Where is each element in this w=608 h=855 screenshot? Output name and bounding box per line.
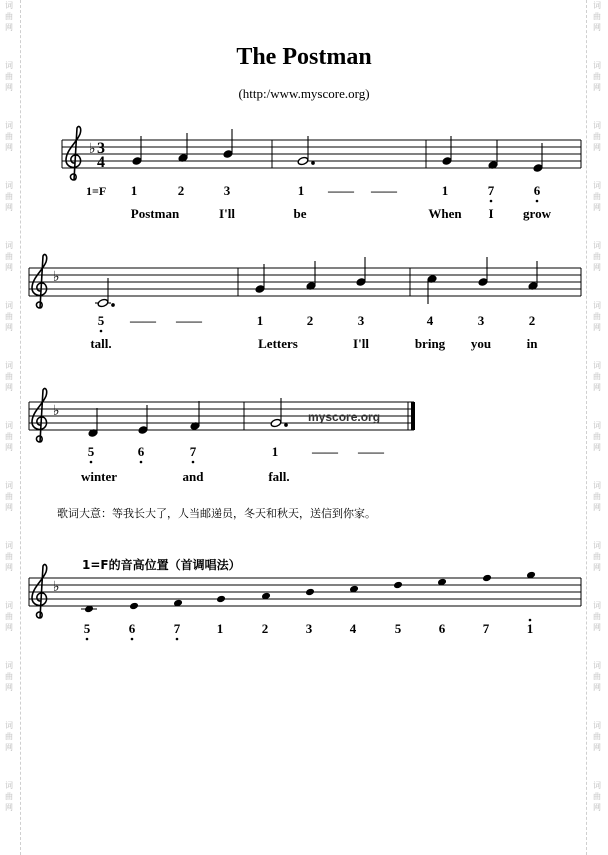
jianpu-note: 2 — [177, 183, 185, 198]
watermark-glyph-group: 词 曲 网 — [593, 601, 601, 632]
watermark-glyph-group: 词 曲 网 — [5, 241, 13, 272]
watermark-glyph-group: 词 曲 网 — [5, 1, 13, 32]
lyric-word: I'll — [219, 206, 235, 221]
jianpu-note: 2 — [306, 313, 314, 328]
watermark-glyph-group: 词 曲 网 — [5, 301, 13, 332]
treble-clef-icon — [32, 388, 47, 442]
watermark-glyph-group: 词 曲 网 — [5, 541, 13, 572]
octave-dot-below — [131, 638, 134, 641]
jianpu-note: 7 — [487, 183, 495, 198]
watermark-glyph-group: 词 曲 网 — [593, 781, 601, 812]
watermark-glyph-group: 词 曲 网 — [593, 241, 601, 272]
jianpu-note: 7 — [189, 444, 197, 459]
lyric-word: grow — [523, 206, 551, 221]
lyrics-row-3 — [81, 469, 290, 484]
jianpu-note: 3 — [223, 183, 231, 198]
jianpu-note: 1 — [256, 313, 264, 328]
jianpu-note: 1 — [130, 183, 138, 198]
sustain-dash: —— — [358, 444, 384, 459]
jianpu-note: 3 — [477, 313, 485, 328]
sustain-dash: —— — [176, 313, 202, 328]
jianpu-note: 7 — [173, 621, 181, 636]
range-heading: 1=F的音高位置（首调唱法） — [82, 558, 241, 572]
jianpu-note: 6 — [128, 621, 136, 636]
watermark-glyph-group: 词 曲 网 — [5, 421, 13, 452]
watermark-glyph-group: 词 曲 网 — [593, 661, 601, 692]
octave-dot-below — [140, 461, 143, 464]
lyric-word: bring — [414, 336, 446, 351]
watermark-glyph-group: 词 曲 网 — [593, 181, 601, 212]
jianpu-note: 1 — [297, 183, 305, 198]
staff-system-1 — [62, 126, 581, 198]
jianpu-note: 2 — [261, 621, 269, 636]
numbered-notation-row-2 — [98, 313, 536, 332]
watermark-glyph-group: 词 曲 网 — [5, 661, 13, 692]
watermark-glyph-group: 词 曲 网 — [593, 721, 601, 752]
octave-dot-below — [176, 638, 179, 641]
watermark-glyph-group: 词 曲 网 — [593, 121, 601, 152]
octave-dot-below — [536, 200, 539, 203]
octave-dot-below — [490, 200, 493, 203]
jianpu-note: 2 — [528, 313, 536, 328]
watermark-glyph-group: 词 曲 网 — [593, 481, 601, 512]
jianpu-note: 5 — [87, 444, 95, 459]
octave-dot-below — [90, 461, 93, 464]
lyric-word: winter — [80, 469, 118, 484]
jianpu-note: 5 — [394, 621, 402, 636]
lyric-word: I'll — [353, 336, 369, 351]
lyric-word: be — [293, 206, 307, 221]
lyric-word: When — [428, 206, 462, 221]
key-signature-flat: ♭ — [89, 141, 96, 157]
staff-notes — [132, 129, 543, 172]
final-barline-thick — [411, 402, 415, 430]
octave-dot-above — [529, 619, 532, 622]
staff-system-2 — [29, 254, 581, 308]
song-title: The Postman — [236, 44, 372, 70]
jianpu-note: 5 — [97, 313, 105, 328]
source-url: (http:/www.myscore.org) — [238, 86, 370, 101]
lyric-meaning: 歌词大意：等我长大了，人当邮递员，冬天和秋天，送信到你家。 — [57, 507, 376, 520]
treble-clef-icon — [32, 254, 47, 308]
lyric-word: and — [182, 469, 204, 484]
watermark-glyph-group: 词 曲 网 — [593, 61, 601, 92]
octave-dot-below — [86, 638, 89, 641]
watermark-glyph-group: 词 曲 网 — [5, 721, 13, 752]
lyric-word: Letters — [258, 336, 298, 351]
watermark-stamp: myscore.org — [308, 410, 381, 424]
jianpu-note: 4 — [426, 313, 434, 328]
numbered-notation-row-3 — [88, 444, 385, 463]
watermark-glyph-group: 词 曲 网 — [5, 361, 13, 392]
time-signature-bottom: 4 — [97, 154, 105, 171]
time-signature-top: 3 — [97, 140, 105, 157]
numbered-notation-row-1 — [131, 183, 541, 202]
octave-dot-below — [192, 461, 195, 464]
lyric-word: I — [488, 206, 494, 221]
lyrics-row-2 — [90, 336, 538, 351]
jianpu-note: 6 — [137, 444, 145, 459]
staff-notes — [88, 398, 287, 437]
jianpu-note: 6 — [533, 183, 541, 198]
jianpu-note: 4 — [349, 621, 357, 636]
watermark-glyph-group: 词 曲 网 — [5, 181, 13, 212]
sustain-dash: —— — [371, 183, 397, 198]
key-label: 1=F — [86, 184, 107, 198]
watermark-glyph-group: 词 曲 网 — [5, 781, 13, 812]
watermark-glyph-group: 词 曲 网 — [5, 61, 13, 92]
sustain-dash: —— — [130, 313, 156, 328]
range-numbered-notation — [84, 619, 534, 641]
octave-dot-below — [100, 330, 103, 333]
lyric-word: Postman — [130, 206, 180, 221]
sustain-dash: —— — [312, 444, 338, 459]
lyric-word: in — [526, 336, 538, 351]
jianpu-note: 5 — [83, 621, 91, 636]
jianpu-note: 6 — [438, 621, 446, 636]
sustain-dash: —— — [328, 183, 354, 198]
lyric-word: fall. — [268, 469, 290, 484]
watermark-glyph-group: 词 曲 网 — [593, 541, 601, 572]
lyrics-row-1 — [131, 206, 552, 221]
key-signature-flat: ♭ — [53, 269, 60, 285]
jianpu-note: 1 — [216, 621, 224, 636]
watermark-glyph-group: 词 曲 网 — [5, 481, 13, 512]
treble-clef-icon — [32, 564, 47, 618]
treble-clef-icon — [66, 126, 81, 180]
range-staff — [29, 564, 581, 618]
staff-system-3 — [29, 388, 415, 442]
watermark-glyph-group: 词 曲 网 — [593, 301, 601, 332]
watermark-glyph-group: 词 曲 网 — [593, 361, 601, 392]
jianpu-note: 7 — [482, 621, 490, 636]
watermark-glyph-group: 词 曲 网 — [593, 1, 601, 32]
watermark-glyph-group: 词 曲 网 — [5, 601, 13, 632]
key-signature-flat: ♭ — [53, 579, 60, 595]
jianpu-note: 1 — [526, 621, 534, 636]
watermark-glyph-group: 词 曲 网 — [5, 121, 13, 152]
jianpu-note: 3 — [305, 621, 313, 636]
lyric-word: you — [470, 336, 492, 351]
jianpu-note: 1 — [441, 183, 449, 198]
key-signature-flat: ♭ — [53, 403, 60, 419]
jianpu-note: 1 — [271, 444, 279, 459]
lyric-word: tall. — [90, 336, 112, 351]
watermark-glyph-group: 词 曲 网 — [593, 421, 601, 452]
jianpu-note: 3 — [357, 313, 365, 328]
